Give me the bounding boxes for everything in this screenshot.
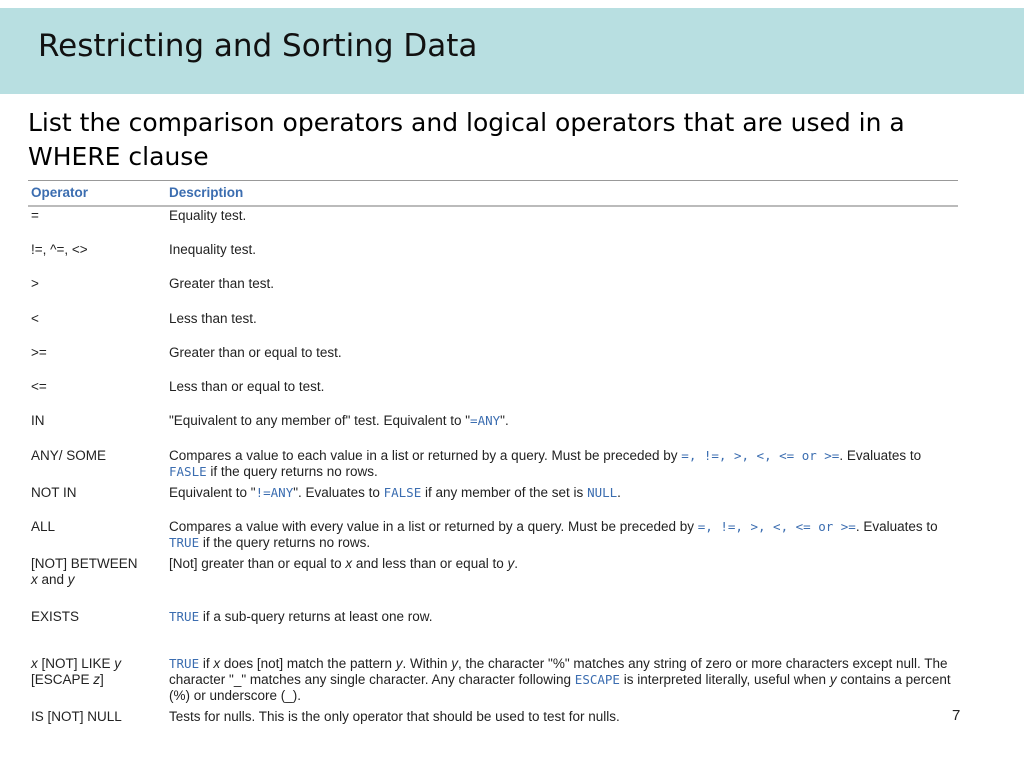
operator-cell: ANY/ SOME bbox=[31, 448, 107, 463]
operator-cell: [NOT] BETWEEN x and y bbox=[31, 556, 138, 587]
operator-cell: <= bbox=[31, 379, 47, 394]
header-description: Description bbox=[169, 185, 244, 200]
operator-cell: IS [NOT] NULL bbox=[31, 709, 122, 724]
description-cell: Less than or equal to test. bbox=[169, 379, 325, 394]
operator-cell: EXISTS bbox=[31, 609, 80, 624]
header-operator: Operator bbox=[31, 185, 89, 200]
description-cell: TRUE if x does [not] match the pattern y. Within y, the character "%" matches any string of zero or more characters except null. The character "_" matches any single character. Any character following ESCAPE is interpreted literally, useful when y contains a percent (%) or underscore (_). bbox=[169, 656, 951, 703]
operator-cell: ALL bbox=[31, 519, 56, 534]
operators-table bbox=[28, 180, 958, 724]
description-cell: Inequality test. bbox=[169, 242, 257, 257]
description-cell: Compares a value to each value in a list or returned by a query. Must be preceded by =, !=, >, <, <= or >=. Evaluates to FASLE if the query returns no rows. bbox=[169, 448, 922, 479]
operator-cell: < bbox=[31, 311, 39, 326]
description-cell: Equality test. bbox=[169, 208, 247, 223]
slide-title: Restricting and Sorting Data bbox=[38, 28, 478, 64]
description-cell: Compares a value with every value in a list or returned by a query. Must be preceded by =, !=, >, <, <= or >=. Evaluates to TRUE if the query returns no rows. bbox=[169, 519, 938, 550]
operator-cell: NOT IN bbox=[31, 485, 77, 500]
description-cell: Less than test. bbox=[169, 311, 257, 326]
operator-cell: > bbox=[31, 276, 39, 291]
description-cell: Equivalent to "!=ANY". Evaluates to FALSE if any member of the set is NULL. bbox=[169, 485, 621, 500]
description-cell: TRUE if a sub-query returns at least one row. bbox=[169, 609, 433, 624]
operator-cell: !=, ^=, <> bbox=[31, 242, 88, 257]
operator-cell: = bbox=[31, 208, 39, 223]
description-cell: Greater than or equal to test. bbox=[169, 345, 342, 360]
description-cell: Tests for nulls. This is the only operator that should be used to test for nulls. bbox=[169, 709, 620, 724]
description-cell: [Not] greater than or equal to x and less than or equal to y. bbox=[169, 556, 518, 571]
operator-cell: IN bbox=[31, 413, 45, 428]
operator-cell: x [NOT] LIKE y [ESCAPE z] bbox=[31, 656, 122, 687]
table-header bbox=[28, 180, 958, 207]
page-number: 7 bbox=[952, 707, 961, 724]
description-cell: Greater than test. bbox=[169, 276, 275, 291]
description-cell: "Equivalent to any member of" test. Equivalent to "=ANY". bbox=[169, 413, 509, 428]
operator-cell: >= bbox=[31, 345, 47, 360]
intro-text: List the comparison operators and logical operators that are used in a WHERE clause bbox=[28, 108, 905, 171]
